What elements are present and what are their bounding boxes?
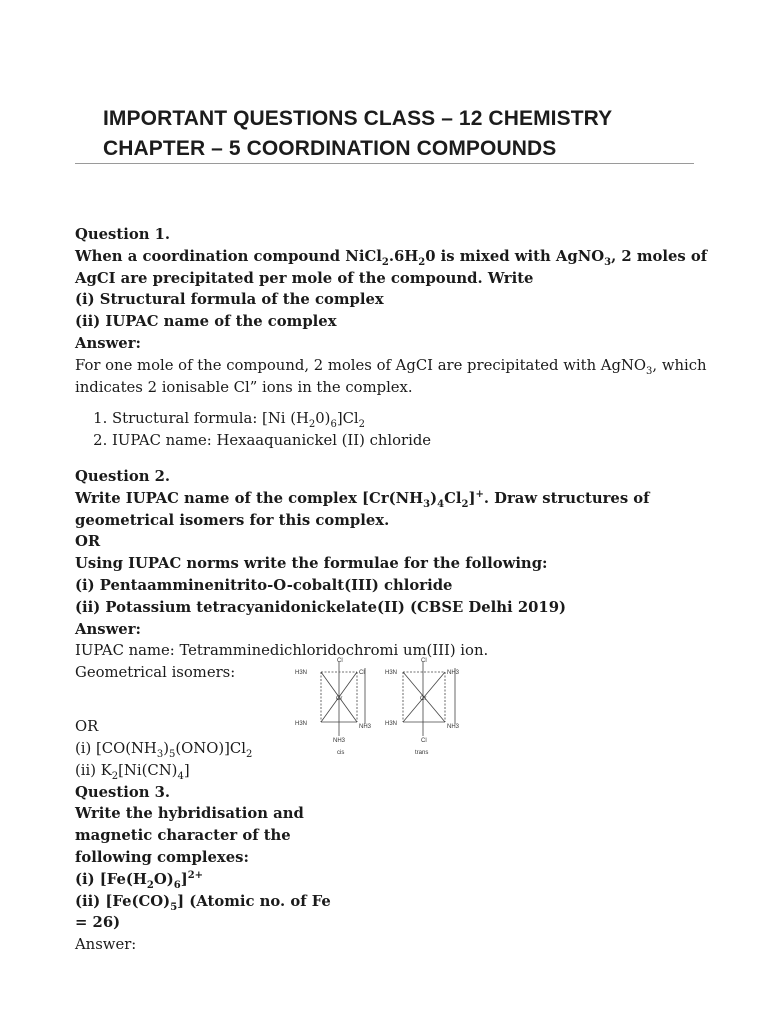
cis-nh3-right: NH3 [359,724,372,731]
question-1-text: When a coordination compound $NiCl_2.6H_20$ is mixed with AgNO$_3$, 2 moles of [75,247,708,268]
cis-nh3-bottom: NH3 [333,738,346,745]
answer-1-list [75,408,695,452]
header-divider [75,163,694,164]
cis-cr: Cr [336,696,343,703]
answer-1-line1: For one mole of the compound, 2 moles of AgCI are precipitated with AgNO$_3$, which [75,356,707,377]
title-line-1: IMPORTANT QUESTIONS CLASS – 12 CHEMISTRY [103,107,613,130]
or-label: OR [75,533,101,551]
trans-nh3-right-1: NH3 [447,670,460,677]
question-2-text: Write IUPAC name of the complex $[Cr(NH_3)_4Cl_2]^+$. Draw structures of [75,488,650,510]
question-3-part-ii: (ii) $[Fe(CO)_5]$ (Atomic no. of Fe [75,892,331,913]
question-3-part-i: (i) $[Fe(H_2O)_6]^{2+}$ [75,869,204,891]
list-item: 2. IUPAC name: Hexaaquanickel (II) chloride [112,430,695,452]
trans-caption: trans [415,750,429,757]
question-2-heading: Question 2. [75,467,171,485]
cis-caption: cis [337,750,345,757]
page-header [103,104,703,164]
question-1-heading: Question 1. [75,226,171,243]
trans-cl-bottom: Cl [421,738,427,745]
question-3-line3: following complexes: [75,848,249,866]
question-3-part-ii-cont: = 26) [75,914,121,932]
answer-label: Answer: [75,334,141,352]
question-3-heading: Question 3. [75,783,171,801]
or-label-2: OR [75,718,99,736]
answer-label: Answer: [75,620,141,638]
cis-cl-top: Cl [337,658,343,665]
document-body [75,224,708,956]
question-1-part-ii: (ii) IUPAC name of the complex [75,313,337,331]
geometrical-isomers-figure [285,658,475,768]
formula-2: (ii) $K_2[Ni(CN)_4]$ [75,761,190,782]
cis-cl-right: Cl [359,670,365,677]
question-1-text-line2: AgCI are precipitated per mole of the compound. Write [75,269,534,287]
question-1-part-i: (i) Structural formula of the complex [75,291,384,309]
cis-h3n-2: H3N [295,721,308,728]
list-item: 1. Structural formula: [Ni $(H_20)_6]Cl_2$ [112,408,695,430]
question-3-line1: Write the hybridisation and [75,805,304,823]
answer-1-line2: indicates 2 ionisable Cl” ions in the complex. [75,378,413,396]
title-line-2: CHAPTER – 5 COORDINATION COMPOUNDS [103,137,557,160]
trans-h3n-2: H3N [385,721,398,728]
question-3-line2: magnetic character of the [75,827,291,845]
question-2-part-i: (i) Pentaamminenitrito-O-cobalt(III) chloride [75,576,453,594]
answer-2-iupac: IUPAC name: Tetramminedichloridochromi um(III) ion. [75,642,489,660]
question-2-part-ii: (ii) Potassium tetracyanidonickelate(II) (CBSE Delhi 2019) [75,598,567,616]
formula-1: (i) $[CO(NH_3)_5(ONO)]Cl_2$ [75,739,253,760]
question-2-text-line2: geometrical isomers for this complex. [75,511,390,529]
cis-h3n-1: H3N [295,670,308,677]
trans-cl-top: Cl [421,658,427,665]
trans-cr: Cr [420,696,427,703]
answer-label: Answer: [75,936,137,954]
answer-2-isomers-label: Geometrical isomers: [75,664,236,682]
trans-h3n-1: H3N [385,670,398,677]
question-2-alt-text: Using IUPAC norms write the formulae for the following: [75,555,548,573]
trans-nh3-right-2: NH3 [447,724,460,731]
